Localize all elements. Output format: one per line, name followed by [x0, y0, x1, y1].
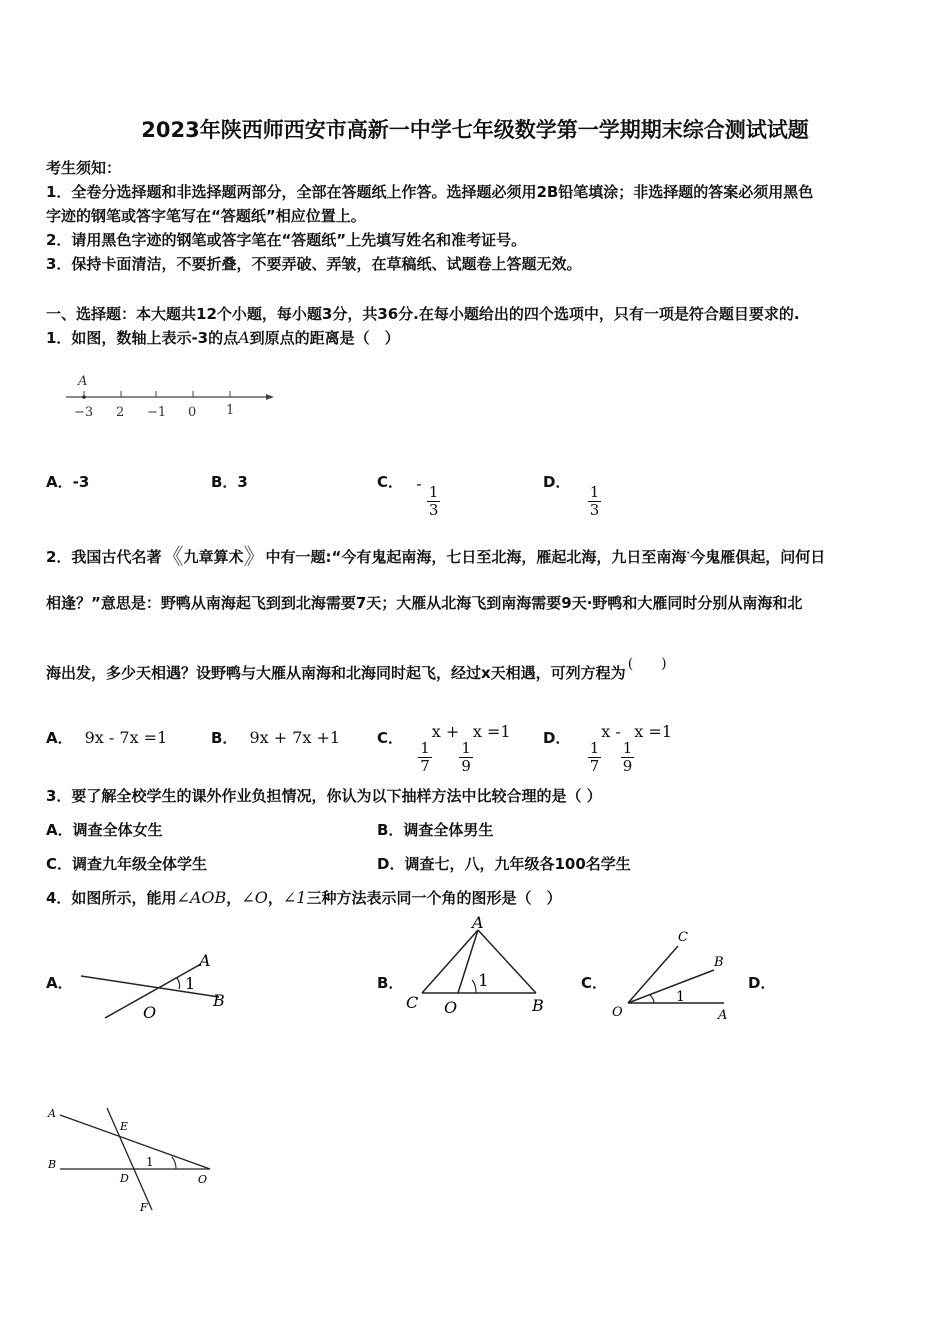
- svg-text:B: B: [213, 991, 225, 1010]
- point-a-label: A: [78, 374, 88, 389]
- q1-stem: 1．如图，数轴上表示-3的点A到原点的距离是（ ）: [46, 328, 400, 347]
- q1-option-d[interactable]: D． $\frac{1}{3}$: [543, 473, 600, 519]
- q4-figure-d: [44, 1100, 224, 1220]
- svg-text:B: B: [714, 955, 724, 970]
- q2-option-d[interactable]: D． $\frac{1}{7}$ x - $\frac{1}{9}$ x =1: [543, 722, 672, 775]
- q1-option-c[interactable]: C． - $\frac{1}{3}$: [377, 473, 439, 519]
- q2-option-b[interactable]: B． 9x + 7x +1: [211, 728, 341, 747]
- svg-text:B: B: [48, 1158, 57, 1171]
- q4-option-a[interactable]: A．: [46, 974, 73, 992]
- q4-stem: 4．如图所示，能用∠AOB，∠O，∠1三种方法表示同一个角的图形是（ ）: [46, 888, 562, 907]
- tick-label: −1: [147, 405, 167, 420]
- svg-text:A: A: [48, 1107, 56, 1120]
- notice-line-1a: 1．全卷分选择题和非选择题两部分，全部在答题纸上作答。选择题必须用2B铅笔填涂；非选择题的答案必须用黑色: [46, 183, 814, 201]
- q4-option-d[interactable]: D．: [748, 974, 776, 992]
- tick-label: 2: [116, 405, 125, 420]
- svg-text:F: F: [140, 1201, 148, 1214]
- q4-option-c[interactable]: C．: [581, 974, 608, 992]
- svg-text:E: E: [120, 1120, 129, 1133]
- notice-line-2: 2．请用黑色字迹的钢笔或答字笔在“答题纸”上先填写姓名和准考证号。: [46, 231, 527, 249]
- page-title: 2023年陕西师西安市高新一中学七年级数学第一学期期末综合测试试题: [141, 118, 809, 142]
- q2-line-1: 2．我国古代名著《九章算术》中有一题:“今有鬼起南海，七日至北海，雁起北海，九日至南海·今鬼雁俱起，问何日: [46, 545, 826, 570]
- q3-option-c[interactable]: C．调查九年级全体学生: [46, 855, 208, 873]
- svg-text:1: 1: [185, 974, 196, 993]
- svg-text:1: 1: [478, 971, 489, 991]
- q2-option-c[interactable]: C． $\frac{1}{7}$ x + $\frac{1}{9}$ x =1: [377, 722, 511, 775]
- q2-option-a[interactable]: A． 9x - 7x =1: [46, 728, 168, 747]
- q2-line-2: 相逢？”意思是：野鸭从南海起飞到到北海需要7天；大雁从北海飞到南海需要9天·野鸭和大雁同时分别从南海和北: [46, 594, 803, 612]
- tick-label: 0: [188, 405, 197, 420]
- q3-option-b[interactable]: B．调查全体男生: [377, 821, 494, 839]
- svg-text:C: C: [406, 993, 419, 1012]
- q2-line-3: 海出发，多少天相遇？设野鸭与大雁从南海和北海同时起飞，经过x天相遇，可列方程为 ( ): [46, 656, 667, 682]
- svg-text:O: O: [444, 998, 458, 1017]
- q1-number-line: [60, 370, 280, 422]
- q4-figure-b: [402, 912, 552, 1020]
- svg-text:1: 1: [676, 989, 685, 1005]
- svg-text:O: O: [612, 1005, 623, 1020]
- axis-arrow-icon: [266, 394, 274, 400]
- svg-text:A: A: [472, 913, 484, 932]
- svg-text:A: A: [718, 1008, 728, 1023]
- notice-line-1b: 字迹的钢笔或答字笔写在“答题纸”相应位置上。: [46, 207, 366, 225]
- svg-text:1: 1: [146, 1155, 154, 1169]
- svg-text:D: D: [120, 1172, 129, 1185]
- section-heading: 一、选择题：本大题共12个小题，每小题3分，共36分.在每小题给出的四个选项中，只有一项是符合题目要求的.: [46, 305, 800, 323]
- q4-figure-c: [606, 926, 736, 1026]
- svg-text:B: B: [532, 996, 544, 1015]
- q3-option-d[interactable]: D．调查七，八，九年级各100名学生: [377, 855, 631, 873]
- q3-stem: 3．要了解全校学生的课外作业负担情况，你认为以下抽样方法中比较合理的是（ ）: [46, 787, 602, 805]
- q1-var-a: A: [238, 328, 250, 347]
- tick-label: −3: [74, 405, 94, 420]
- notice-heading: 考生须知：: [46, 159, 122, 177]
- q4-option-b[interactable]: B．: [377, 974, 404, 992]
- svg-text:C: C: [678, 930, 688, 945]
- svg-text:O: O: [143, 1003, 157, 1022]
- q1-option-b[interactable]: B．3: [211, 473, 248, 491]
- svg-text:O: O: [198, 1173, 208, 1186]
- q1-option-a[interactable]: A．-3: [46, 473, 90, 491]
- notice-line-3: 3．保持卡面清洁，不要折叠，不要弄破、弄皱，在草稿纸、试题卷上答题无效。: [46, 255, 582, 273]
- svg-text:A: A: [199, 951, 211, 970]
- q3-option-a[interactable]: A．调查全体女生: [46, 821, 163, 839]
- tick-label: 1: [226, 403, 235, 418]
- q4-figure-a: [75, 948, 235, 1024]
